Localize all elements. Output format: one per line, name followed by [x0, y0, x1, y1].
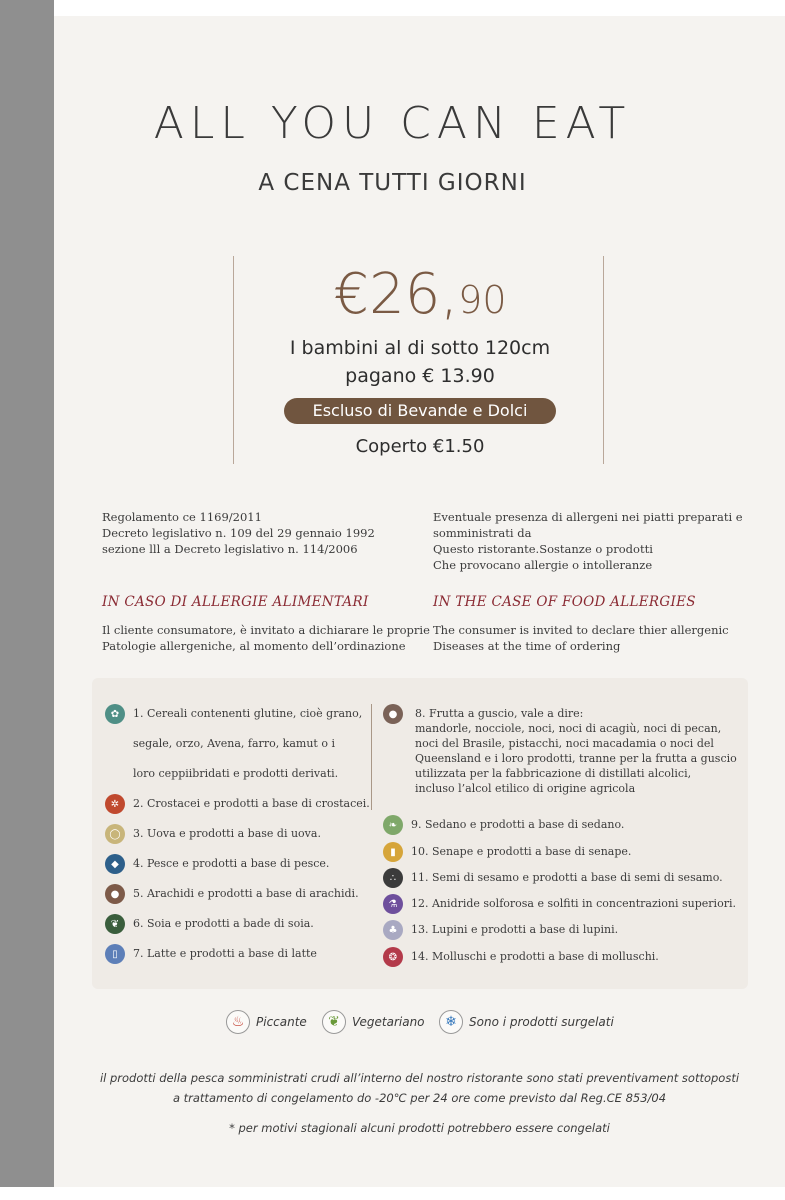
leaf-icon: ❦	[322, 1010, 346, 1034]
regulation-left-line: sezione lll a Decreto legislativo n. 114/2006	[102, 542, 358, 556]
regulation-right-line: Che provocano allergie o intolleranze	[433, 558, 653, 572]
allergen-line: 1. Cereali contenenti glutine, cioè grano,	[133, 707, 363, 720]
price	[0, 262, 785, 327]
kids-line-1: I bambini al di sotto 120cm	[289, 337, 551, 359]
legend-label: Piccante	[256, 1015, 307, 1029]
wheat-icon: ✿	[105, 704, 125, 724]
price-cents: 90	[458, 278, 507, 322]
allergen-text: 7. Latte e prodotti a base di latte	[133, 947, 317, 960]
allergen-text: 13. Lupini e prodotti a base di lupini.	[411, 923, 619, 936]
allergen-line: Queensland e i loro prodotti, tranne per la frutta a guscio	[415, 752, 737, 765]
allergen-text	[415, 706, 737, 796]
regulation-right-line: Eventuale presenza di allergeni nei piatti preparati e	[433, 510, 743, 524]
allergy-text-line: The consumer is invited to declare thier allergenic	[433, 623, 729, 637]
allergen-text: 3. Uova e prodotti a base di uova.	[133, 827, 321, 840]
kids-line-2: pagano € 13.90	[345, 365, 495, 387]
mustard-icon: ▮	[383, 842, 403, 862]
regulation-left	[102, 509, 375, 557]
allergen-text: 4. Pesce e prodotti a base di pesce.	[133, 857, 330, 870]
allergen-text: 14. Molluschi e prodotti a base di molluschi.	[411, 950, 659, 963]
allergen-line: loro ceppiibridati e prodotti derivati.	[133, 767, 339, 780]
kids-price	[0, 334, 785, 390]
legend-label: Sono i prodotti surgelati	[469, 1015, 614, 1029]
footer-line-2: a trattamento di congelamento do -20℃ per 24 ore come previsto dal Reg.CE 853/04	[172, 1091, 667, 1105]
price-main: €26,	[333, 262, 459, 327]
allergen-column-divider	[371, 704, 372, 810]
page-title: ALL YOU CAN EAT	[153, 98, 632, 149]
sesame-icon: ∴	[383, 868, 403, 888]
allergen-text: 5. Arachidi e prodotti a base di arachidi.	[133, 887, 359, 900]
peanut-icon: ●	[105, 884, 125, 904]
allergen-text: 11. Semi di sesamo e prodotti a base di semi di sesamo.	[411, 871, 723, 884]
chili-pepper-icon: ♨	[226, 1010, 250, 1034]
egg-icon: ◯	[105, 824, 125, 844]
lupin-icon: ♣	[383, 920, 403, 940]
footer-line-1: il prodotti della pesca somministrati crudi all’interno del nostro ristorante sono stati preventivament sottoposti	[99, 1071, 740, 1085]
allergen-line: 8. Frutta a guscio, vale a dire:	[415, 707, 584, 720]
regulation-right-line: somministrati da	[433, 526, 532, 540]
allergen-text: 10. Senape e prodotti a base di senape.	[411, 845, 632, 858]
allergen-line: noci del Brasile, pistacchi, noci macadamia o noci del	[415, 737, 714, 750]
allergy-heading-it: IN CASO DI ALLERGIE ALIMENTARI	[102, 594, 369, 610]
nuts-icon: ●	[383, 704, 403, 724]
allergen-line: utilizzata per la fabbricazione di distillati alcolici,	[415, 767, 692, 780]
allergen-text: 2. Crostacei e prodotti a base di crostacei.	[133, 797, 370, 810]
allergy-text-en	[433, 622, 729, 654]
regulation-left-line: Regolamento ce 1169/2011	[102, 510, 262, 524]
allergy-text-it	[102, 622, 430, 654]
regulation-right	[433, 509, 743, 573]
celery-icon: ❧	[383, 815, 403, 835]
fish-icon: ◆	[105, 854, 125, 874]
allergen-text: 6. Soia e prodotti a bade di soia.	[133, 917, 314, 930]
regulation-left-line: Decreto legislativo n. 109 del 29 gennaio 1992	[102, 526, 375, 540]
allergy-text-line: Il cliente consumatore, è invitato a dichiarare le proprie	[102, 623, 430, 637]
excluded-badge: Escluso di Bevande e Dolci	[284, 398, 556, 424]
milk-icon: ▯	[105, 944, 125, 964]
allergen-text	[133, 706, 362, 781]
legend-label: Vegetariano	[352, 1015, 425, 1029]
coperto-text: Coperto €1.50	[355, 436, 485, 457]
allergen-line: incluso l’alcol etilico di origine agricola	[415, 782, 636, 795]
crab-icon: ✲	[105, 794, 125, 814]
allergy-heading-en: IN THE CASE OF FOOD ALLERGIES	[433, 594, 696, 610]
sulphite-icon: ⚗	[383, 894, 403, 914]
allergy-text-line: Patologie allergeniche, al momento dell’ordinazione	[102, 639, 406, 653]
shell-icon: ❂	[383, 947, 403, 967]
page-subtitle: A CENA TUTTI GIORNI	[258, 170, 527, 196]
allergy-text-line: Diseases at the time of ordering	[433, 639, 621, 653]
footer-note: * per motivi stagionali alcuni prodotti potrebbero essere congelati	[229, 1121, 610, 1135]
allergen-text: 12. Anidride solforosa e solfiti in concentrazioni superiori.	[411, 897, 736, 910]
allergen-text: 9. Sedano e prodotti a base di sedano.	[411, 818, 625, 831]
soy-icon: ❦	[105, 914, 125, 934]
allergen-line: mandorle, nocciole, noci, noci di acagiù, noci di pecan,	[415, 722, 722, 735]
regulation-right-line: Questo ristorante.Sostanze o prodotti	[433, 542, 653, 556]
snowflake-icon: ❄	[439, 1010, 463, 1034]
allergen-line: segale, orzo, Avena, farro, kamut o i	[133, 737, 335, 750]
